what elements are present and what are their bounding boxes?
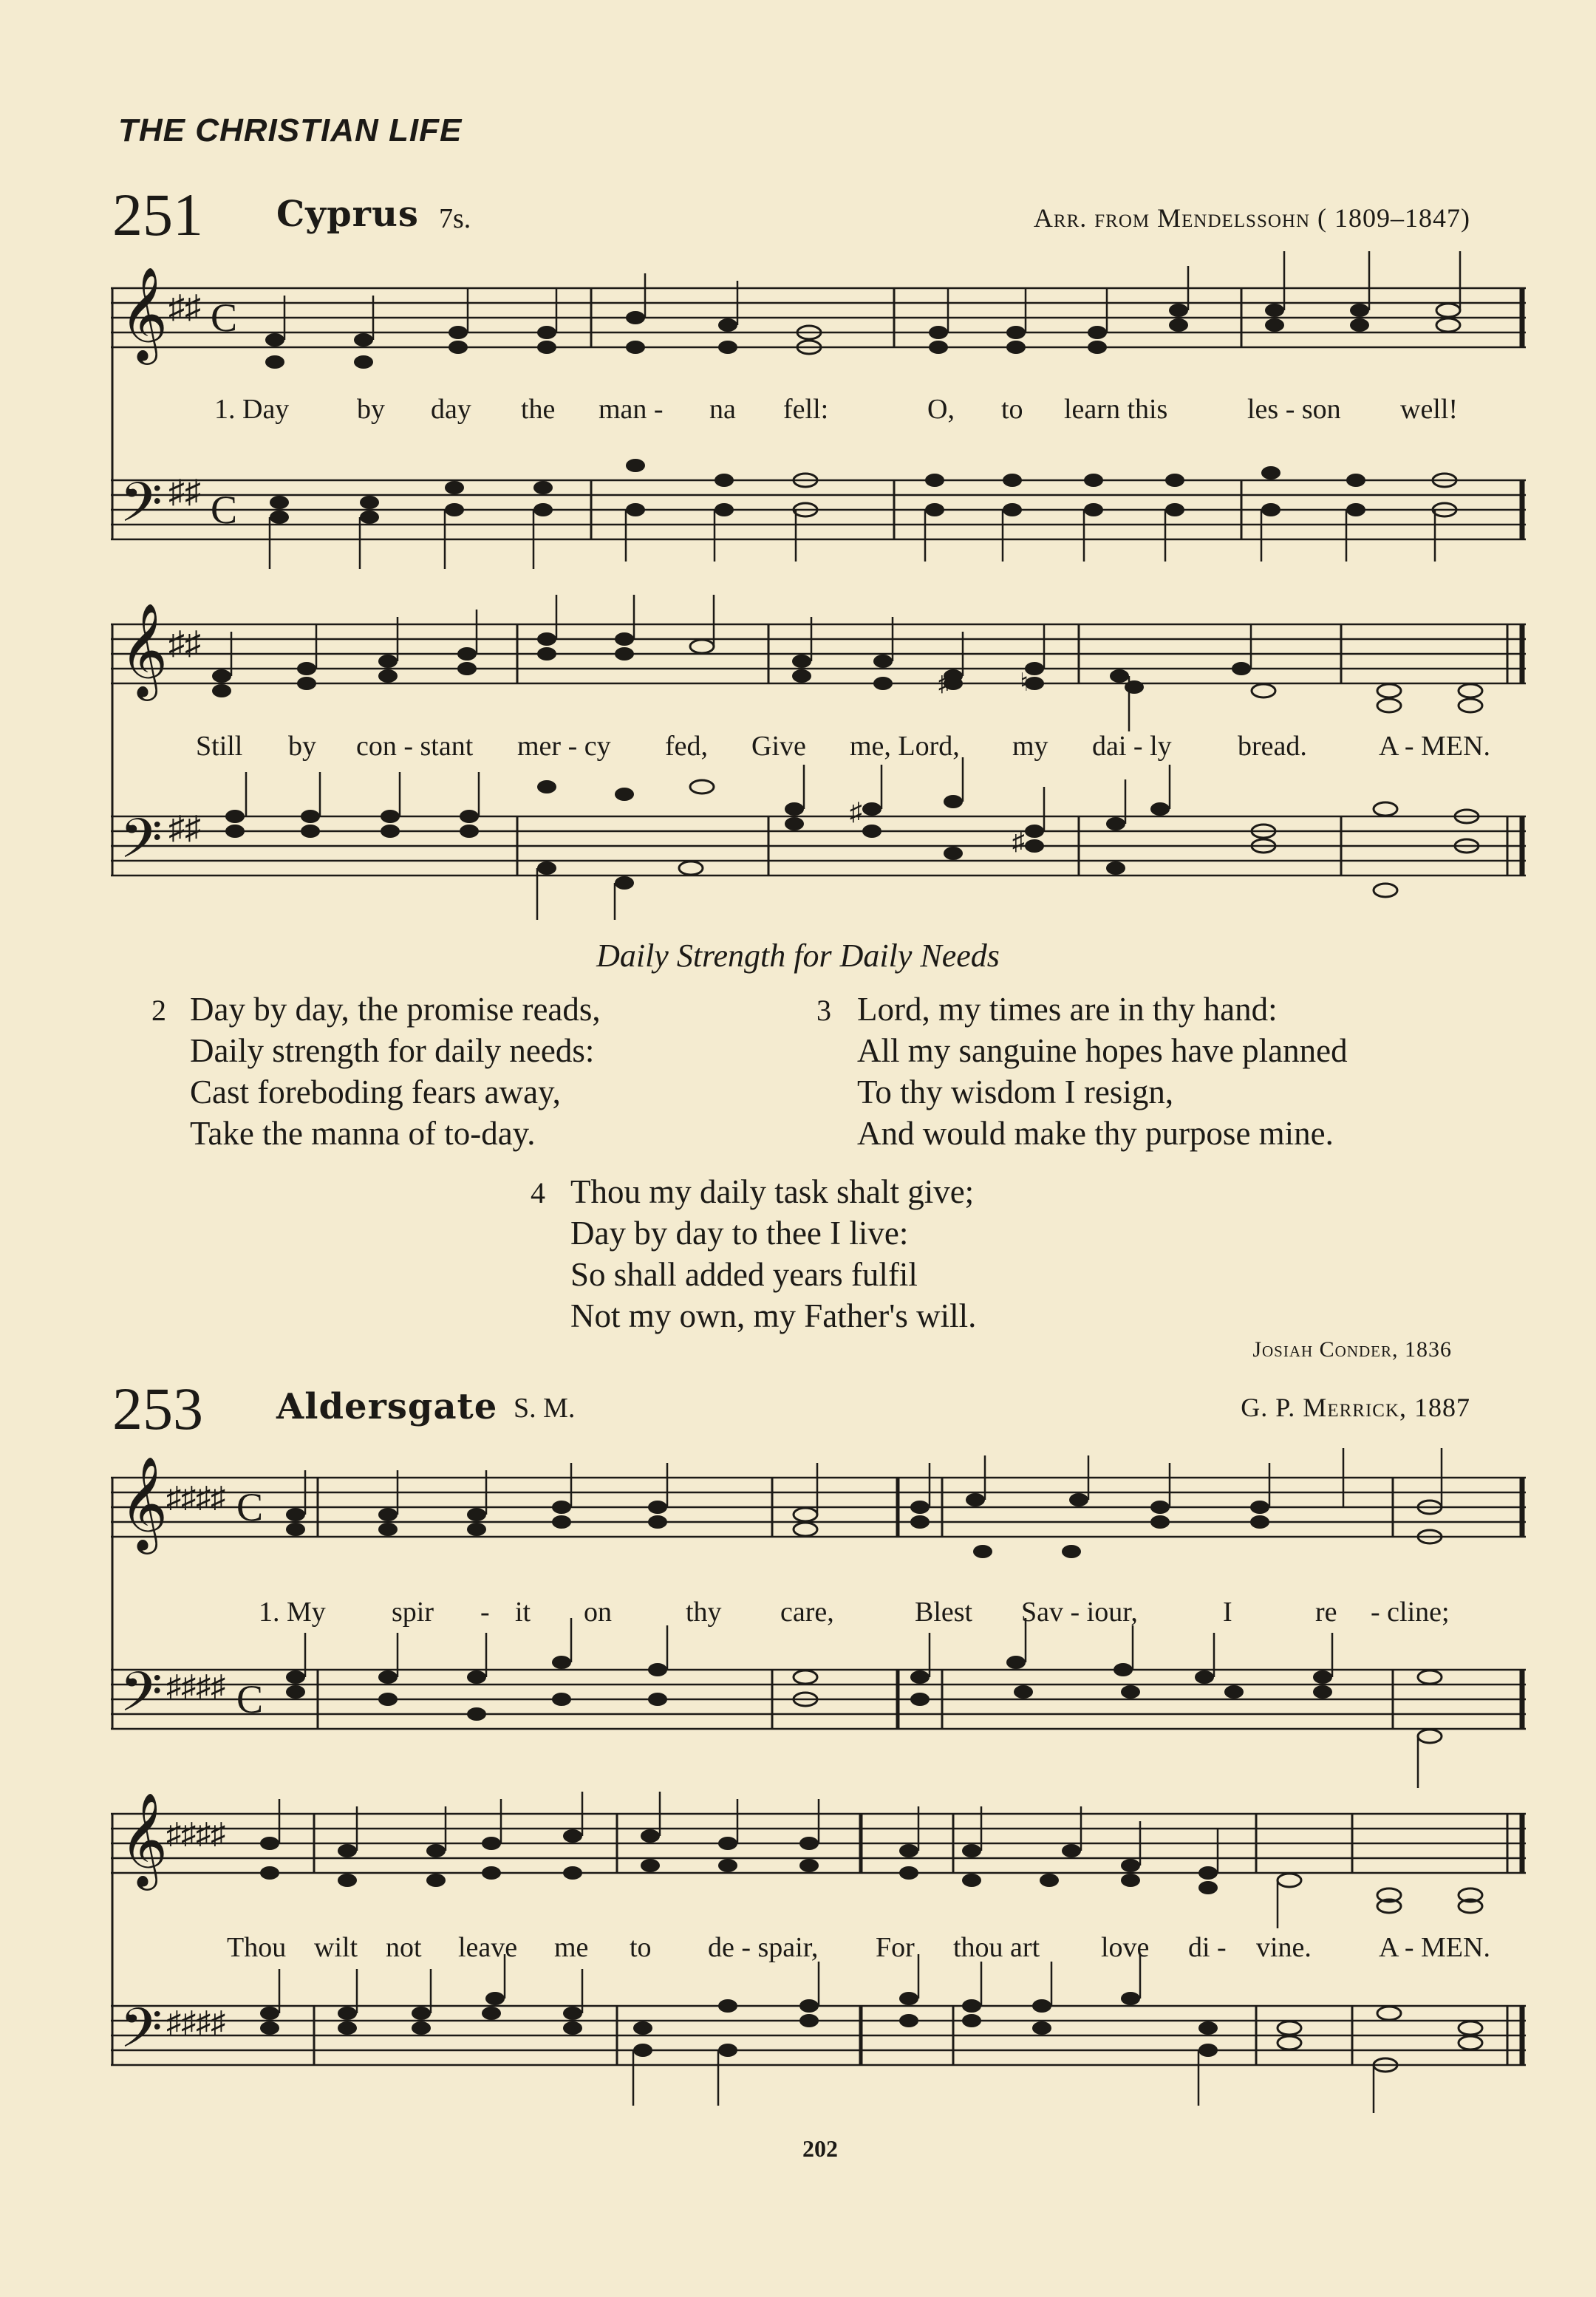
hymn-251-composer: Arr. from Mendelssohn ( 1809–1847) [1033, 203, 1470, 233]
lyric-syllable: Thou [227, 1932, 287, 1963]
lyric-syllable: bread. [1238, 731, 1307, 762]
svg-text:𝄞: 𝄞 [120, 266, 168, 361]
svg-text:𝄞: 𝄞 [120, 1792, 168, 1886]
svg-text:𝄞: 𝄞 [120, 602, 168, 697]
svg-text:♯: ♯ [1012, 828, 1025, 856]
section-heading: THE CHRISTIAN LIFE [118, 112, 463, 149]
lyric-syllable: not [386, 1932, 422, 1963]
hymn-251-tune-name: Cyprus [276, 194, 419, 235]
lyric-syllable: 1. Day [214, 394, 290, 425]
verse-line: Lord, my times are in thy hand: [857, 991, 1278, 1028]
svg-text:♮: ♮ [1020, 669, 1029, 697]
lyric-syllable: leave [458, 1932, 518, 1963]
svg-text:♯♯: ♯♯ [168, 625, 201, 661]
lyric-syllable: na [709, 394, 736, 425]
svg-text:𝄢: 𝄢 [120, 1996, 163, 2074]
hymn-251-author: Josiah Conder, 1836 [1252, 1337, 1452, 1362]
hymn-251-lyrics-line-1 [0, 393, 1596, 430]
lyric-syllable: vine. [1256, 1932, 1312, 1963]
lyric-syllable: by [288, 731, 316, 762]
verse-line: Cast foreboding fears away, [190, 1074, 561, 1110]
verse-line: Daily strength for daily needs: [190, 1032, 595, 1069]
lyric-syllable: thy [686, 1597, 722, 1628]
lyric-syllable: re [1315, 1597, 1337, 1628]
svg-text:♯: ♯ [850, 799, 862, 826]
hymn-251-number: 251 [112, 181, 203, 248]
hymn-251-title: Daily Strength for Daily Needs [596, 938, 1000, 974]
lyric-syllable: love [1101, 1932, 1150, 1963]
svg-text:♯♯♯♯: ♯♯♯♯ [166, 1817, 225, 1850]
svg-text:𝄢: 𝄢 [120, 807, 163, 884]
hymn-253-number: 253 [112, 1375, 203, 1442]
svg-text:C: C [236, 1485, 264, 1529]
verse-number: 3 [816, 994, 831, 1027]
verse-line: So shall added years fulfil [570, 1256, 918, 1293]
svg-text:𝄢: 𝄢 [120, 471, 163, 548]
svg-text:𝄞: 𝄞 [120, 1455, 168, 1550]
lyric-syllable: fell: [783, 394, 829, 425]
lyric-syllable: it [515, 1597, 531, 1628]
lyric-syllable: - [480, 1597, 490, 1628]
hymn-253-composer: G. P. Merrick, 1887 [1241, 1393, 1470, 1422]
svg-text:C: C [211, 296, 238, 340]
hymn-253-lyrics-line-1 [0, 1596, 1596, 1633]
lyric-syllable: well! [1400, 394, 1459, 425]
svg-text:♯♯♯♯: ♯♯♯♯ [166, 1481, 225, 1514]
lyric-syllable: A - MEN. [1379, 731, 1490, 762]
lyric-syllable: con - stant [356, 731, 474, 762]
verse-line: Day by day to thee I live: [570, 1215, 909, 1252]
svg-text:C: C [236, 1677, 264, 1721]
lyric-syllable: to [1001, 394, 1023, 425]
lyric-syllable: wilt [314, 1932, 358, 1963]
lyric-syllable: by [357, 394, 385, 425]
svg-text:♯♯♯♯: ♯♯♯♯ [166, 1669, 225, 1702]
lyric-syllable: the [521, 394, 556, 425]
lyric-syllable: Give [751, 731, 806, 762]
lyric-syllable: thou art [953, 1932, 1040, 1963]
lyric-syllable: spir [392, 1597, 434, 1628]
lyric-syllable: O, [927, 394, 955, 425]
lyric-syllable: 1. My [259, 1597, 326, 1628]
lyric-syllable: Sav - iour, [1021, 1597, 1138, 1628]
verse-line: Day by day, the promise reads, [190, 991, 601, 1028]
svg-text:𝄢: 𝄢 [120, 1660, 163, 1738]
lyric-syllable: For [876, 1932, 915, 1963]
svg-text:C: C [211, 488, 238, 532]
lyric-syllable: me [554, 1932, 589, 1963]
lyric-syllable: les - son [1247, 394, 1341, 425]
hymn-253-lyrics-line-2 [0, 1931, 1596, 1968]
lyric-syllable: mer - cy [517, 731, 611, 762]
hymn-253-tune-name: Aldersgate [276, 1386, 498, 1427]
svg-text:♯♯: ♯♯ [168, 474, 201, 510]
verse-number: 4 [531, 1176, 545, 1209]
page-number: 202 [802, 2135, 838, 2162]
verse-line: Take the manna of to-day. [190, 1115, 536, 1152]
lyric-syllable: my [1012, 731, 1048, 762]
lyric-syllable: di - [1188, 1932, 1227, 1963]
lyric-syllable: man - [598, 394, 664, 425]
lyric-syllable: on [584, 1597, 612, 1628]
lyric-syllable: Still [196, 731, 243, 762]
lyric-syllable: fed, [665, 731, 709, 762]
verse-line: Thou my daily task shalt give; [570, 1173, 975, 1210]
lyric-syllable: me, Lord, [850, 731, 960, 762]
lyric-syllable: day [431, 394, 471, 425]
lyric-syllable: dai - ly [1092, 731, 1172, 762]
lyric-syllable: de - spair, [708, 1932, 819, 1963]
verse-line: Not my own, my Father's will. [570, 1297, 977, 1334]
lyric-syllable: A - MEN. [1379, 1932, 1490, 1963]
verse-line: And would make thy purpose mine. [857, 1115, 1334, 1152]
lyric-syllable: Blest [915, 1597, 973, 1628]
lyric-syllable: learn this [1064, 394, 1168, 425]
lyric-syllable: I [1223, 1597, 1232, 1628]
lyric-syllable: care, [780, 1597, 834, 1628]
svg-text:♯♯♯♯: ♯♯♯♯ [166, 2005, 225, 2038]
hymn-253-meter: S. M. [514, 1393, 576, 1424]
verse-number: 2 [151, 994, 166, 1027]
hymn-251-meter: 7s. [439, 203, 471, 234]
svg-text:♯♯: ♯♯ [168, 289, 201, 325]
svg-text:♯: ♯ [938, 669, 951, 697]
verse-line: All my sanguine hopes have planned [857, 1032, 1348, 1069]
lyric-syllable: to [630, 1932, 652, 1963]
hymn-251-lyrics-line-2 [0, 730, 1596, 767]
lyric-syllable: - cline; [1371, 1597, 1450, 1628]
svg-text:♯♯: ♯♯ [168, 810, 201, 846]
verse-line: To thy wisdom I resign, [857, 1074, 1174, 1110]
